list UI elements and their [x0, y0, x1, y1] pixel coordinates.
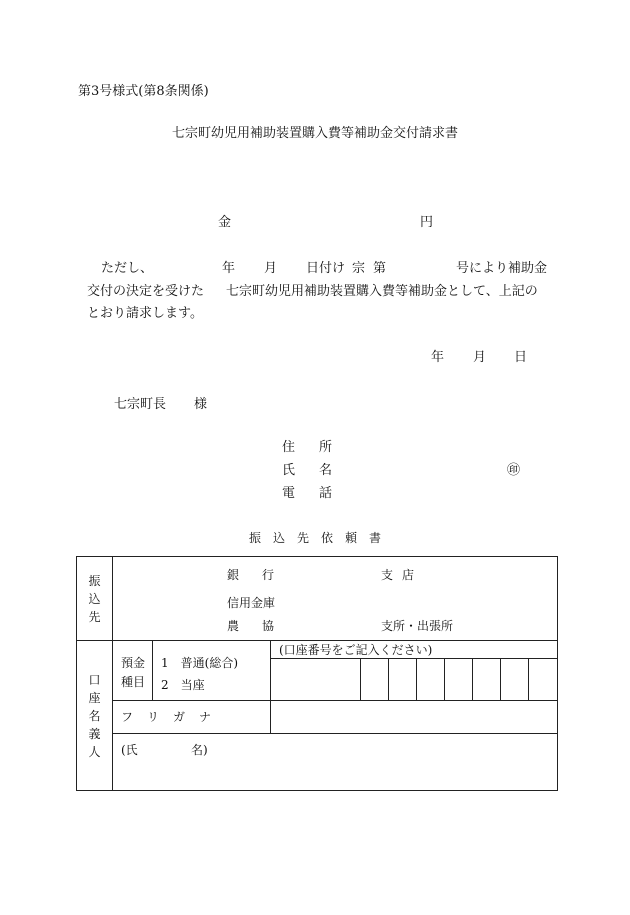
seal-mark: ㊞: [507, 463, 521, 478]
account-digit[interactable]: [389, 659, 417, 701]
furikomisaki-char: 込: [88, 591, 101, 606]
account-digit[interactable]: [417, 659, 445, 701]
addressee-name: 七宗町長: [114, 397, 167, 412]
bank-name-field[interactable]: [113, 557, 558, 641]
shimei-close: 名): [191, 743, 208, 757]
ginkou-2: 行: [262, 568, 275, 582]
bank-transfer-table: [76, 556, 558, 791]
account-digit[interactable]: [529, 659, 558, 701]
account-digit[interactable]: [473, 659, 501, 701]
account-holder-name-field[interactable]: [113, 734, 558, 791]
body-nen: 年: [222, 261, 236, 276]
addressee-sama: 様: [194, 397, 208, 412]
furikomisaki-label: [77, 557, 113, 641]
account-number-note: [271, 641, 558, 659]
form-title: 七宗町幼児用補助装置購入費等補助金交付請求書: [171, 126, 458, 141]
shumoku-label: 種目: [121, 675, 146, 689]
koza-meigi-char: 座: [88, 690, 101, 705]
yokin-label: 預金: [121, 656, 146, 670]
account-digit[interactable]: [501, 659, 529, 701]
furigana-label: [113, 701, 271, 734]
account-digit[interactable]: [271, 659, 361, 701]
nokyo-1: 農: [227, 619, 240, 633]
shiten-1: 支: [381, 568, 394, 582]
form-number: 第3号様式(第8条関係): [78, 84, 209, 99]
label-jusho-2: 所: [319, 440, 333, 455]
date-nen: 年: [431, 350, 445, 365]
body-tadashi: ただし、: [101, 261, 154, 276]
furigana-char: ガ: [173, 710, 186, 724]
account-digit[interactable]: [445, 659, 473, 701]
date-hi: 日: [514, 350, 528, 365]
yokin-shumoku-label: [113, 641, 153, 701]
type-touza[interactable]: 2 当座: [161, 678, 205, 692]
amount-kin: 金: [218, 215, 232, 230]
furikomisaki-char: 振: [88, 573, 101, 588]
bank-form-title: 振 込 先 依 頼 書: [248, 531, 381, 545]
koza-meigi-char: 人: [88, 744, 101, 759]
furigana-field[interactable]: [271, 701, 558, 734]
type-futsu[interactable]: 1 普通(総合): [161, 656, 238, 670]
ginkou-1: 銀: [227, 568, 240, 582]
koza-meigi-char: 口: [88, 672, 101, 687]
furigana-char: ナ: [199, 710, 212, 724]
label-denwa-1: 電: [282, 486, 296, 501]
account-type-options[interactable]: [153, 641, 271, 701]
label-denwa-2: 話: [319, 486, 333, 501]
label-jusho-1: 住: [282, 440, 296, 455]
date-tsuki: 月: [473, 350, 487, 365]
furikomisaki-char: 先: [88, 609, 101, 624]
body-dai: 第: [373, 261, 387, 276]
shiten-2: 店: [402, 568, 415, 582]
body-line3: とおり請求します。: [87, 306, 203, 321]
label-shimei-1: 氏: [282, 463, 296, 478]
shimei-open: (氏: [121, 743, 138, 757]
amount-yen: 円: [420, 215, 434, 230]
account-digit[interactable]: [361, 659, 389, 701]
furigana-char: フ: [121, 710, 134, 724]
nokyo-2: 協: [262, 619, 275, 633]
koza-meigi-char: 義: [88, 726, 101, 741]
body-line2b: 七宗町幼児用補助装置購入費等補助金として、上記の: [226, 284, 538, 299]
koza-meigi-label: [77, 641, 113, 791]
shisho-shutchojo: 支所・出張所: [381, 619, 454, 633]
furigana-char: リ: [147, 710, 160, 724]
shinyou-kinko: 信用金庫: [227, 596, 276, 610]
body-line2a: 交付の決定を受けた: [87, 284, 205, 299]
koza-meigi-char: 名: [88, 708, 101, 723]
body-gou: 号により補助金: [456, 261, 548, 276]
account-note-text: (口座番号をご記入ください): [279, 643, 433, 657]
body-tsuki: 月: [264, 261, 278, 276]
body-sou: 宗: [352, 261, 366, 276]
body-hizuke: 日付け: [306, 261, 346, 276]
label-shimei-2: 名: [319, 463, 333, 478]
